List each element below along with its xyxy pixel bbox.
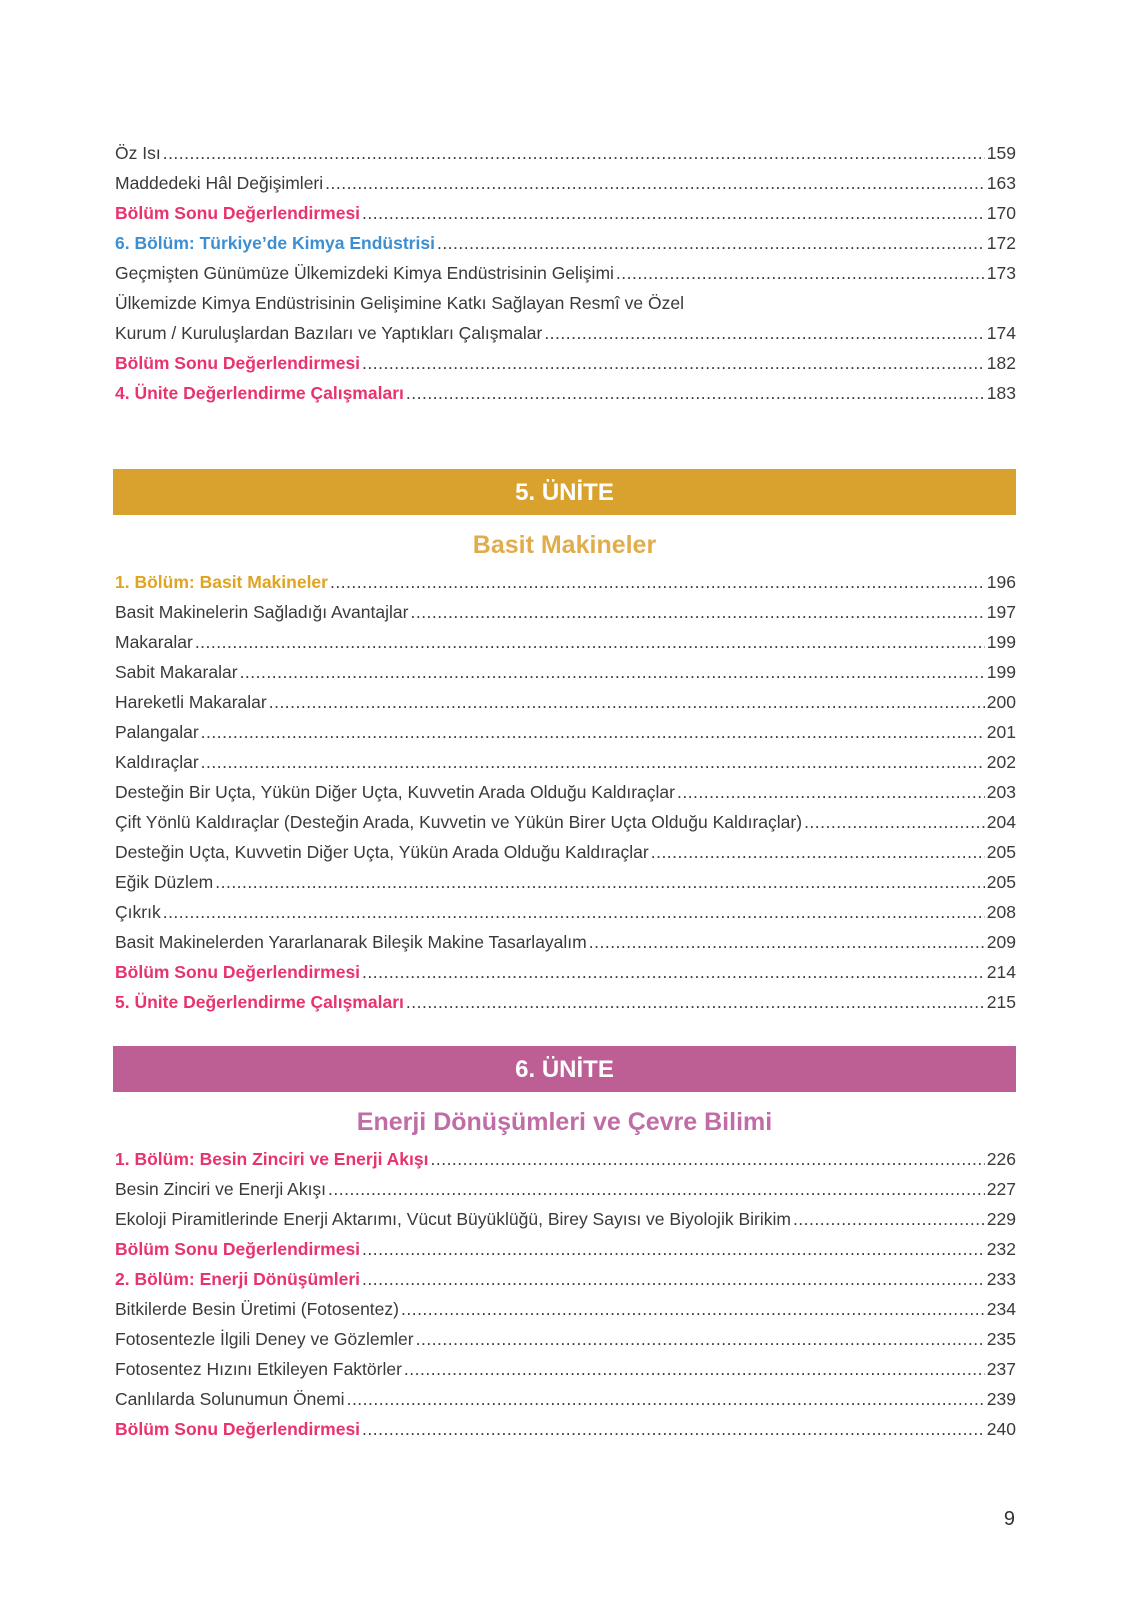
dot-leader	[544, 318, 984, 348]
toc-entry[interactable]	[115, 1204, 1016, 1234]
toc-entry-page: 173	[986, 263, 1016, 283]
dot-leader	[330, 567, 985, 597]
toc-entry-title: Ekoloji Piramitlerinde Enerji Aktarımı, Vücut Büyüklüğü, Birey Sayısı ve Biyolojik Birikim	[115, 1209, 791, 1229]
toc-entry[interactable]	[115, 168, 1016, 198]
toc-entry-page: 209	[986, 932, 1016, 952]
dot-leader	[406, 987, 985, 1017]
toc-entry-page: 233	[986, 1269, 1016, 1289]
toc-entry-page: 235	[986, 1329, 1016, 1349]
toc-entry-page: 199	[986, 662, 1016, 682]
toc-entry-page: 229	[986, 1209, 1016, 1229]
dot-leader	[163, 138, 985, 168]
dot-leader	[195, 627, 985, 657]
toc-entry-title: Canlılarda Solunumun Önemi	[115, 1389, 345, 1409]
toc-entry-title: 1. Bölüm: Besin Zinciri ve Enerji Akışı	[115, 1149, 429, 1169]
toc-entry[interactable]	[115, 1384, 1016, 1414]
toc-entry-title: Palangalar	[115, 722, 199, 742]
toc-entry-title: Sabit Makaralar	[115, 662, 238, 682]
toc-entry-page: 205	[986, 842, 1016, 862]
toc-entry-page: 199	[986, 632, 1016, 652]
toc-entry-title: Bölüm Sonu Değerlendirmesi	[115, 962, 361, 982]
toc-entry[interactable]	[115, 897, 1016, 927]
toc-entry[interactable]	[115, 1294, 1016, 1324]
unit6-band-label: 6. ÜNİTE	[515, 1056, 614, 1083]
toc-entry[interactable]	[115, 1414, 1016, 1444]
dot-leader	[430, 1144, 984, 1174]
dot-leader	[406, 378, 985, 408]
dot-leader	[362, 198, 985, 228]
toc-entry-page: 197	[986, 602, 1016, 622]
toc-entry[interactable]	[115, 687, 1016, 717]
toc-entry[interactable]	[115, 567, 1016, 597]
toc-entry-page: 232	[986, 1239, 1016, 1259]
toc-entry-title: Bölüm Sonu Değerlendirmesi	[115, 353, 361, 373]
toc-entry-title: Bölüm Sonu Değerlendirmesi	[115, 203, 361, 223]
toc-entry-title: Fotosentezle İlgili Deney ve Gözlemler	[115, 1329, 414, 1349]
toc-entry-page: 215	[986, 992, 1016, 1012]
toc-entry-title: Makaralar	[115, 632, 193, 652]
toc-entry-title: Ülkemizde Kimya Endüstrisinin Gelişimine Katkı Sağlayan Resmî ve Özel	[115, 293, 684, 313]
toc-entry[interactable]	[115, 228, 1016, 258]
dot-leader	[362, 1414, 985, 1444]
toc-entry-page: 201	[986, 722, 1016, 742]
toc-entry-title: Kaldıraçlar	[115, 752, 199, 772]
toc-entry-page: 196	[986, 572, 1016, 592]
dot-leader	[651, 837, 985, 867]
toc-entry[interactable]	[115, 288, 1016, 318]
toc-entry-page: 227	[986, 1179, 1016, 1199]
toc-entry[interactable]	[115, 747, 1016, 777]
toc-entry[interactable]	[115, 927, 1016, 957]
unit6-band	[113, 1046, 1016, 1092]
toc-entry-page: 174	[986, 323, 1016, 343]
toc-entry-page: 163	[986, 173, 1016, 193]
toc-entry-title: 5. Ünite Değerlendirme Çalışmaları	[115, 992, 404, 1012]
toc-top-section	[115, 138, 1016, 408]
toc-entry-title: Desteğin Uçta, Kuvvetin Diğer Uçta, Yükün Arada Olduğu Kaldıraçlar	[115, 842, 649, 862]
toc-entry[interactable]	[115, 1354, 1016, 1384]
toc-entry-page: 214	[986, 962, 1016, 982]
toc-entry-page: 203	[986, 782, 1016, 802]
toc-entry-page: 200	[986, 692, 1016, 712]
toc-entry[interactable]	[115, 258, 1016, 288]
toc-unit5	[115, 567, 1016, 1017]
toc-entry[interactable]	[115, 348, 1016, 378]
toc-entry[interactable]	[115, 837, 1016, 867]
toc-entry-page: 237	[986, 1359, 1016, 1379]
unit5-band-label: 5. ÜNİTE	[515, 479, 614, 506]
dot-leader	[616, 258, 985, 288]
toc-entry-page: 240	[986, 1419, 1016, 1439]
toc-entry[interactable]	[115, 597, 1016, 627]
toc-entry[interactable]	[115, 1174, 1016, 1204]
toc-entry-title: Bölüm Sonu Değerlendirmesi	[115, 1239, 361, 1259]
toc-entry-title: Basit Makinelerden Yararlanarak Bileşik Makine Tasarlayalım	[115, 932, 587, 952]
dot-leader	[328, 1174, 985, 1204]
dot-leader	[163, 897, 985, 927]
dot-leader	[240, 657, 985, 687]
unit5-title: Basit Makineler	[472, 531, 657, 559]
toc-entry[interactable]	[115, 717, 1016, 747]
toc-entry-title: Kurum / Kuruluşlardan Bazıları ve Yaptıkları Çalışmalar	[115, 323, 543, 343]
toc-entry[interactable]	[115, 957, 1016, 987]
toc-entry[interactable]	[115, 1264, 1016, 1294]
toc-entry-page: 204	[986, 812, 1016, 832]
toc-entry-page: 234	[986, 1299, 1016, 1319]
toc-entry[interactable]	[115, 1234, 1016, 1264]
toc-entry-title: Eğik Düzlem	[115, 872, 214, 892]
toc-entry-title: 1. Bölüm: Basit Makineler	[115, 572, 328, 592]
dot-leader	[804, 807, 985, 837]
toc-entry-title: Çift Yönlü Kaldıraçlar (Desteğin Arada, Kuvvetin ve Yükün Birer Uçta Olduğu Kaldıraçlar)	[115, 812, 803, 832]
toc-entry[interactable]	[115, 138, 1016, 168]
toc-entry[interactable]	[115, 987, 1016, 1017]
dot-leader	[410, 597, 984, 627]
unit6-title: Enerji Dönüşümleri ve Çevre Bilimi	[356, 1108, 773, 1136]
toc-entry-page: 202	[986, 752, 1016, 772]
toc-entry[interactable]	[115, 627, 1016, 657]
toc-entry[interactable]	[115, 807, 1016, 837]
dot-leader	[677, 777, 985, 807]
dot-leader	[215, 867, 985, 897]
toc-entry[interactable]	[115, 1324, 1016, 1354]
dot-leader	[362, 1264, 985, 1294]
toc-entry-title: Öz Isı	[115, 143, 161, 163]
toc-entry-page: 226	[986, 1149, 1016, 1169]
dot-leader	[404, 1354, 985, 1384]
dot-leader	[325, 168, 985, 198]
toc-entry[interactable]	[115, 378, 1016, 408]
toc-entry-page: 182	[986, 353, 1016, 373]
toc-entry-title: Geçmişten Günümüze Ülkemizdeki Kimya Endüstrisinin Gelişimi	[115, 263, 614, 283]
dot-leader	[362, 957, 985, 987]
dot-leader	[416, 1324, 985, 1354]
toc-entry-title: Fotosentez Hızını Etkileyen Faktörler	[115, 1359, 402, 1379]
toc-entry-title: Bitkilerde Besin Üretimi (Fotosentez)	[115, 1299, 399, 1319]
dot-leader	[201, 717, 985, 747]
toc-entry[interactable]	[115, 318, 1016, 348]
toc-entry-page: 170	[986, 203, 1016, 223]
toc-entry-title: Maddedeki Hâl Değişimleri	[115, 173, 324, 193]
dot-leader	[201, 747, 985, 777]
toc-entry-title: 4. Ünite Değerlendirme Çalışmaları	[115, 383, 404, 403]
toc-entry-title: Hareketli Makaralar	[115, 692, 267, 712]
toc-entry-title: Besin Zinciri ve Enerji Akışı	[115, 1179, 327, 1199]
toc-entry-page: 208	[986, 902, 1016, 922]
dot-leader	[362, 348, 985, 378]
toc-entry-page: 172	[986, 233, 1016, 253]
toc-entry-title: 2. Bölüm: Enerji Dönüşümleri	[115, 1269, 361, 1289]
dot-leader	[437, 228, 985, 258]
unit5-band	[113, 469, 1016, 515]
dot-leader	[347, 1384, 985, 1414]
toc-entry-title: 6. Bölüm: Türkiye’de Kimya Endüstrisi	[115, 233, 435, 253]
toc-entry-page: 205	[986, 872, 1016, 892]
toc-entry-page: 159	[986, 143, 1016, 163]
dot-leader	[589, 927, 985, 957]
toc-entry-title: Bölüm Sonu Değerlendirmesi	[115, 1419, 361, 1439]
toc-entry[interactable]	[115, 657, 1016, 687]
toc-entry-page: 239	[986, 1389, 1016, 1409]
toc-entry[interactable]	[115, 867, 1016, 897]
page-number: 9	[1003, 1508, 1015, 1530]
toc-entry-page: 183	[986, 383, 1016, 403]
toc-entry-title: Basit Makinelerin Sağladığı Avantajlar	[115, 602, 409, 622]
toc-entry[interactable]	[115, 777, 1016, 807]
toc-entry[interactable]	[115, 1144, 1016, 1174]
toc-entry-title: Çıkrık	[115, 902, 161, 922]
toc-entry[interactable]	[115, 198, 1016, 228]
dot-leader	[401, 1294, 985, 1324]
dot-leader	[793, 1204, 985, 1234]
dot-leader	[362, 1234, 985, 1264]
dot-leader	[269, 687, 985, 717]
toc-unit6	[115, 1144, 1016, 1444]
toc-entry-title: Desteğin Bir Uçta, Yükün Diğer Uçta, Kuvvetin Arada Olduğu Kaldıraçlar	[115, 782, 675, 802]
